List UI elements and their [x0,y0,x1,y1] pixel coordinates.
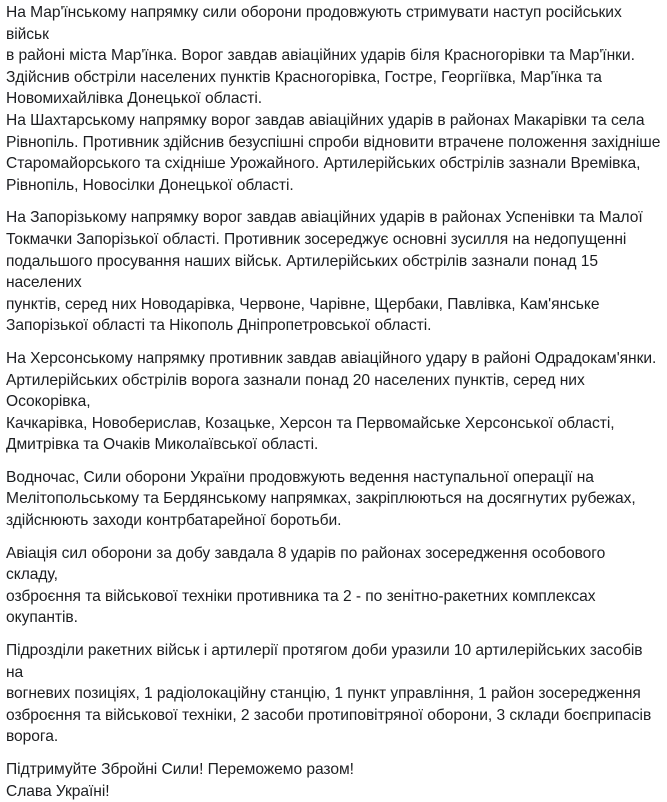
paragraph-aviation-strikes: Авіація сил оборони за добу завдала 8 ударів по районах зосередження особового складу, озброєння та військової техніки противника та 2 - по зенітно-ракетних комплексах окупантів. [6,544,606,627]
paragraph-artillery-results: Підрозділи ракетних військ і артилерії протягом доби уразили 10 артилерійських засобів на вогневих позиціях, 1 радіолокаційну станцію, 1 пункт управління, 1 район зосередження озброєння та військової техніки, 2 засоби протиповітряної оборони, 3 склади боєприпасів ворога. [6,642,652,746]
paragraph-marinka-direction: На Мар'їнському напрямку сили оборони продовжують стримувати наступ російських військ в районі міста Мар'їнка. Ворог завдав авіаційних ударів біля Красногорівки та Мар'їнки. Здійснив обстріли населених пунктів Красногорівка, Гостре, Георгіївка, Мар'їнка та Новомихайлівка Донецької області. [6,4,635,108]
paragraph-closing: Підтримуйте Збройні Сили! Переможемо разом! Слава Україні! [6,761,354,800]
paragraph-offensive-operation: Водночас, Сили оборони України продовжують ведення наступальної операції на Мелітопольському та Бердянському напрямках, закріплюються на досягнутих рубежах, здійснюють заходи контрбатарейної боротьби. [6,468,636,530]
paragraph-kherson-direction: На Херсонському напрямку противник завдав авіаційного удару в районі Одрадокам'янки. Артилерійських обстрілів ворога зазнали понад 20 населених пунктів, серед них Осокорівка, Качкарівка, Новоберислав, Козацьке, Херсон та Первомайське Херсонської області, Дмитрівка та Очаків Миколаївської області. [6,349,657,454]
paragraph-shakhtarsk-direction: На Шахтарському напрямку ворог завдав авіаційних ударів в районах Макарівки та села Рівнопіль. Противник здійснив безуспішні спроби відновити втрачене положення західніше Старомайорського та східніше Урожайного. Артилерійських обстрілів зазнали Времівка, Рівнопіль, Новосілки Донецької області. [6,111,661,194]
paragraph-zaporizhzhia-direction: На Запорізькому напрямку ворог завдав авіаційних ударів в районах Успенівки та Малої Токмачки Запорізької області. Противник зосереджує основні зусилля на недопущенні подальшого просування наших військ. Артилерійських обстрілів зазнали понад 15 населених пунктів, серед них Новодарівка, Червоне, Чарівне, Щербаки, Павлівка, Кам'янське Запорізької області та Нікополь Дніпропетровської області. [6,209,643,335]
